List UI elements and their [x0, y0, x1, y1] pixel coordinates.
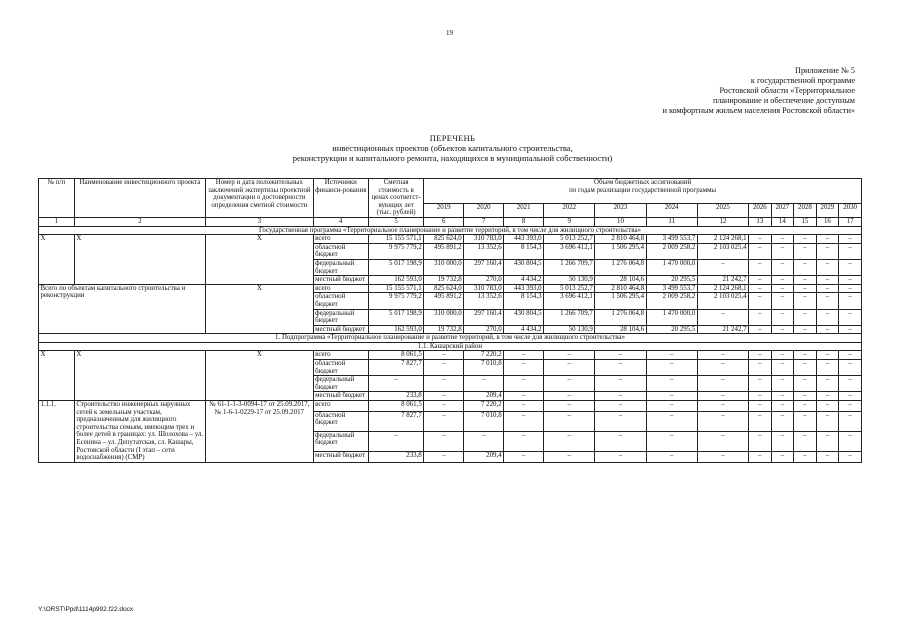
value-cell: –: [816, 243, 839, 259]
header-year: 2024: [646, 204, 697, 218]
project-name: Всего по объектам капитального строительства и реконструкции: [39, 284, 206, 334]
value-cell: –: [794, 376, 817, 392]
value-cell: –: [749, 276, 772, 285]
value-cell: 19 732,8: [424, 325, 464, 334]
value-cell: –: [839, 431, 862, 451]
value-cell: 825 624,0: [424, 235, 464, 244]
value-cell: –: [504, 351, 544, 360]
value-cell: 2 009 258,2: [646, 293, 697, 309]
header-volume: [424, 179, 862, 204]
funding-source: всего: [313, 284, 368, 293]
funding-source: всего: [313, 351, 368, 360]
value-cell: –: [816, 376, 839, 392]
value-cell: 1 276 064,8: [595, 259, 646, 275]
value-cell: –: [816, 401, 839, 412]
value-cell: 2 810 464,8: [595, 235, 646, 244]
value-cell: –: [771, 259, 794, 275]
header-no: № п/п: [39, 179, 75, 218]
value-cell: –: [749, 309, 772, 325]
value-cell: 1 266 709,7: [544, 259, 595, 275]
value-cell: 20 295,5: [646, 325, 697, 334]
funding-source: всего: [313, 401, 368, 412]
row-number: Х: [39, 351, 75, 401]
value-cell: 3 696 412,1: [544, 293, 595, 309]
value-cell: 7 010,8: [464, 411, 504, 431]
value-cell: –: [595, 452, 646, 463]
value-cell: –: [771, 376, 794, 392]
header-year: 2019: [424, 204, 464, 218]
value-cell: 209,4: [464, 392, 504, 401]
value-cell: –: [424, 411, 464, 431]
header-cost: Сметная стоимость в ценах соответст-вующих лет (тыс. рублей): [368, 179, 423, 218]
value-cell: 13 352,6: [464, 243, 504, 259]
value-cell: –: [749, 431, 772, 451]
value-cell: –: [646, 351, 697, 360]
value-cell: 1 470 000,0: [646, 309, 697, 325]
value-cell: –: [504, 431, 544, 451]
project-name: Строительство инженерных наружных сетей к земельным участкам, предназначенным для жилищного строительства семьям, имеющим трех и более детей в границах: ул. Шолохова – ул. Есенина – ул. Депутатская, сл. Кашары, Ростовской области (I этап – сети водоснабжения) (СМР): [74, 401, 205, 463]
value-cell: 1 266 709,7: [544, 309, 595, 325]
table-row: [39, 401, 862, 412]
value-cell: –: [771, 452, 794, 463]
value-cell: –: [544, 411, 595, 431]
district-row-text: 1.1. Кашарский район: [39, 342, 862, 351]
value-cell: 2 124 268,1: [697, 284, 748, 293]
value-cell: –: [646, 392, 697, 401]
value-cell: 495 891,2: [424, 243, 464, 259]
column-number: 9: [544, 217, 595, 226]
value-cell: –: [504, 392, 544, 401]
funding-source: федеральный бюджет: [313, 309, 368, 325]
funding-source: областной бюджет: [313, 411, 368, 431]
value-cell: –: [771, 392, 794, 401]
header-year: 2025: [697, 204, 748, 218]
value-cell: 21 242,7: [697, 325, 748, 334]
value-cell: –: [839, 293, 862, 309]
value-cell: 7 827,7: [368, 360, 423, 376]
expertise-ref: № 61-1-1-3-0094-17 от 25.09.2017, № 1-6-1-0229-17 от 25.09.2017: [206, 401, 314, 463]
value-cell: –: [816, 235, 839, 244]
value-cell: –: [839, 351, 862, 360]
value-cell: –: [504, 360, 544, 376]
value-cell: 9 975 779,2: [368, 243, 423, 259]
value-cell: –: [595, 376, 646, 392]
value-cell: –: [697, 401, 748, 412]
value-cell: –: [595, 392, 646, 401]
value-cell: –: [794, 284, 817, 293]
value-cell: –: [794, 392, 817, 401]
column-number: 1: [39, 217, 75, 226]
value-cell: 7 220,2: [464, 401, 504, 412]
value-cell: 4 434,2: [504, 276, 544, 285]
program-row-text: Государственная программа «Территориальное планирование и развитие территорий, в том числе для жилищного строительства»: [39, 226, 862, 235]
value-cell: 162 593,0: [368, 276, 423, 285]
value-cell: –: [839, 360, 862, 376]
column-number: 13: [749, 217, 772, 226]
row-number: 1.1.1.: [39, 401, 75, 463]
value-cell: –: [771, 351, 794, 360]
value-cell: –: [816, 325, 839, 334]
value-cell: –: [771, 284, 794, 293]
value-cell: –: [646, 452, 697, 463]
value-cell: 28 104,6: [595, 325, 646, 334]
value-cell: –: [839, 276, 862, 285]
value-cell: –: [816, 309, 839, 325]
header-year: 2021: [504, 204, 544, 218]
value-cell: –: [749, 376, 772, 392]
value-cell: 495 891,2: [424, 293, 464, 309]
value-cell: –: [816, 452, 839, 463]
appendix-line: Ростовской области «Территориальное: [719, 86, 855, 95]
expertise-ref: Х: [206, 351, 314, 401]
column-number: 11: [646, 217, 697, 226]
table-row: [39, 284, 862, 293]
value-cell: 310 783,0: [464, 235, 504, 244]
title-subline: реконструкции и капитального ремонта, находящихся в муниципальной собственности): [292, 153, 613, 163]
value-cell: 8 061,5: [368, 351, 423, 360]
funding-source: местный бюджет: [313, 392, 368, 401]
value-cell: –: [839, 309, 862, 325]
value-cell: –: [697, 259, 748, 275]
funding-source: местный бюджет: [313, 325, 368, 334]
value-cell: –: [771, 243, 794, 259]
value-cell: –: [544, 360, 595, 376]
value-cell: –: [646, 401, 697, 412]
list-title: [0, 133, 905, 163]
value-cell: –: [839, 392, 862, 401]
value-cell: –: [697, 360, 748, 376]
value-cell: –: [771, 401, 794, 412]
value-cell: 297 160,4: [464, 309, 504, 325]
value-cell: 310 000,0: [424, 309, 464, 325]
funding-source: федеральный бюджет: [313, 376, 368, 392]
value-cell: –: [794, 293, 817, 309]
value-cell: –: [646, 376, 697, 392]
header-year: 2030: [839, 204, 862, 218]
value-cell: –: [424, 376, 464, 392]
column-number: 2: [74, 217, 205, 226]
table-row: [39, 351, 862, 360]
value-cell: –: [749, 351, 772, 360]
header-year: 2022: [544, 204, 595, 218]
value-cell: –: [771, 325, 794, 334]
value-cell: –: [816, 431, 839, 451]
funding-source: всего: [313, 235, 368, 244]
value-cell: –: [794, 259, 817, 275]
value-cell: 20 295,5: [646, 276, 697, 285]
value-cell: –: [749, 392, 772, 401]
project-name: Х: [74, 351, 205, 401]
value-cell: –: [794, 431, 817, 451]
expertise-ref: Х: [206, 235, 314, 285]
value-cell: 8 154,3: [504, 293, 544, 309]
value-cell: 15 155 571,1: [368, 235, 423, 244]
header-volume-title: Объем бюджетных ассигнований: [594, 179, 692, 186]
value-cell: –: [794, 243, 817, 259]
value-cell: –: [424, 431, 464, 451]
value-cell: –: [544, 351, 595, 360]
page-number: 19: [446, 29, 453, 37]
value-cell: –: [749, 243, 772, 259]
value-cell: –: [749, 293, 772, 309]
value-cell: 297 160,4: [464, 259, 504, 275]
subprogram-row-text: 1. Подпрограмма «Территориальное планирование и развитие территорий, в том числе для жилищного строительства»: [39, 334, 862, 343]
value-cell: –: [595, 411, 646, 431]
value-cell: –: [816, 293, 839, 309]
project-name: Х: [74, 235, 205, 285]
value-cell: –: [544, 401, 595, 412]
header-row: [39, 179, 862, 204]
value-cell: –: [794, 401, 817, 412]
value-cell: –: [794, 276, 817, 285]
value-cell: –: [749, 452, 772, 463]
value-cell: –: [464, 376, 504, 392]
value-cell: 28 104,6: [595, 276, 646, 285]
value-cell: –: [794, 309, 817, 325]
appendix-block: [525, 66, 855, 116]
value-cell: 270,0: [464, 276, 504, 285]
value-cell: 209,4: [464, 452, 504, 463]
value-cell: –: [794, 235, 817, 244]
value-cell: 825 624,0: [424, 284, 464, 293]
value-cell: –: [544, 452, 595, 463]
value-cell: –: [816, 360, 839, 376]
value-cell: –: [794, 411, 817, 431]
value-cell: –: [697, 351, 748, 360]
value-cell: –: [816, 351, 839, 360]
value-cell: –: [697, 411, 748, 431]
value-cell: –: [794, 351, 817, 360]
footer-filepath: Y:\ORST\Ppd\1114p992.f22.docx: [38, 606, 134, 613]
value-cell: –: [749, 235, 772, 244]
column-number: 17: [839, 217, 862, 226]
value-cell: –: [595, 360, 646, 376]
value-cell: –: [646, 360, 697, 376]
title-heading: ПЕРЕЧЕНЬ: [429, 133, 476, 143]
value-cell: –: [839, 401, 862, 412]
value-cell: –: [424, 351, 464, 360]
value-cell: –: [595, 431, 646, 451]
value-cell: 15 155 571,1: [368, 284, 423, 293]
value-cell: –: [771, 411, 794, 431]
value-cell: –: [424, 360, 464, 376]
column-number: 16: [816, 217, 839, 226]
value-cell: –: [816, 392, 839, 401]
value-cell: –: [794, 452, 817, 463]
value-cell: 430 804,5: [504, 309, 544, 325]
value-cell: –: [504, 411, 544, 431]
value-cell: 50 130,9: [544, 276, 595, 285]
value-cell: –: [794, 325, 817, 334]
column-number: 3: [206, 217, 314, 226]
value-cell: –: [839, 235, 862, 244]
value-cell: 233,8: [368, 452, 423, 463]
value-cell: 8 154,3: [504, 243, 544, 259]
value-cell: –: [816, 411, 839, 431]
column-number: 12: [697, 217, 748, 226]
funding-source: областной бюджет: [313, 293, 368, 309]
appendix-line: планирование и обеспечение доступным: [712, 96, 855, 105]
column-number: 7: [464, 217, 504, 226]
value-cell: –: [839, 325, 862, 334]
value-cell: 50 130,9: [544, 325, 595, 334]
value-cell: –: [839, 259, 862, 275]
value-cell: 2 103 025,4: [697, 243, 748, 259]
row-number: Х: [39, 235, 75, 285]
column-number: 4: [313, 217, 368, 226]
value-cell: –: [816, 259, 839, 275]
column-number: 6: [424, 217, 464, 226]
header-year: 2020: [464, 204, 504, 218]
value-cell: 19 732,8: [424, 276, 464, 285]
value-cell: 1 276 064,8: [595, 309, 646, 325]
value-cell: –: [504, 401, 544, 412]
value-cell: –: [839, 376, 862, 392]
header-year: 2023: [595, 204, 646, 218]
header-numbers-row: [39, 217, 862, 226]
value-cell: 7 827,7: [368, 411, 423, 431]
value-cell: 310 783,0: [464, 284, 504, 293]
value-cell: 2 009 258,2: [646, 243, 697, 259]
header-year: 2029: [816, 204, 839, 218]
value-cell: 13 352,6: [464, 293, 504, 309]
value-cell: –: [749, 259, 772, 275]
column-number: 10: [595, 217, 646, 226]
value-cell: –: [595, 401, 646, 412]
column-number: 5: [368, 217, 423, 226]
value-cell: 5 013 252,7: [544, 284, 595, 293]
value-cell: 1 470 000,0: [646, 259, 697, 275]
value-cell: 21 242,7: [697, 276, 748, 285]
column-number: 8: [504, 217, 544, 226]
value-cell: –: [749, 401, 772, 412]
header-volume-subtitle: по годам реализации государственной программы: [569, 186, 717, 194]
header-name: Наименование инвестиционного проекта: [74, 179, 205, 218]
value-cell: 1 506 295,4: [595, 293, 646, 309]
value-cell: –: [771, 309, 794, 325]
appendix-line: и комфортным жильем населения Ростовской области»: [662, 106, 855, 115]
column-number: 15: [794, 217, 817, 226]
value-cell: 5 013 252,7: [544, 235, 595, 244]
value-cell: 5 017 198,9: [368, 259, 423, 275]
value-cell: –: [504, 452, 544, 463]
program-row: [39, 226, 862, 235]
value-cell: –: [368, 376, 423, 392]
value-cell: –: [424, 401, 464, 412]
value-cell: –: [771, 235, 794, 244]
header-expertise: Номер и дата положительных заключений экспертизы проектной документации о достоверности определения сметной стоимости: [206, 179, 314, 218]
investment-table: [38, 178, 862, 463]
appendix-line: Приложение № 5: [795, 66, 855, 75]
header-year: 2027: [771, 204, 794, 218]
value-cell: –: [816, 284, 839, 293]
value-cell: –: [771, 360, 794, 376]
value-cell: –: [749, 411, 772, 431]
value-cell: 233,8: [368, 392, 423, 401]
value-cell: –: [749, 360, 772, 376]
value-cell: –: [749, 325, 772, 334]
value-cell: –: [839, 411, 862, 431]
value-cell: 270,0: [464, 325, 504, 334]
value-cell: 2 810 464,8: [595, 284, 646, 293]
header-year: 2028: [794, 204, 817, 218]
value-cell: –: [771, 276, 794, 285]
value-cell: 7 010,8: [464, 360, 504, 376]
value-cell: –: [839, 284, 862, 293]
value-cell: –: [544, 392, 595, 401]
value-cell: –: [794, 360, 817, 376]
value-cell: –: [424, 452, 464, 463]
value-cell: –: [697, 431, 748, 451]
expertise-ref: Х: [206, 284, 314, 334]
funding-source: федеральный бюджет: [313, 259, 368, 275]
value-cell: 3 499 553,7: [646, 235, 697, 244]
funding-source: областной бюджет: [313, 243, 368, 259]
title-subline: инвестиционных проектов (объектов капитального строительства,: [332, 143, 573, 153]
appendix-line: к государственной программе: [750, 76, 855, 85]
value-cell: –: [424, 392, 464, 401]
value-cell: –: [544, 431, 595, 451]
value-cell: –: [771, 431, 794, 451]
value-cell: –: [697, 376, 748, 392]
value-cell: 2 124 268,1: [697, 235, 748, 244]
value-cell: 3 499 553,7: [646, 284, 697, 293]
value-cell: 443 393,0: [504, 284, 544, 293]
value-cell: 4 434,2: [504, 325, 544, 334]
value-cell: –: [749, 284, 772, 293]
value-cell: –: [646, 411, 697, 431]
header-year: 2026: [749, 204, 772, 218]
value-cell: 2 103 025,4: [697, 293, 748, 309]
value-cell: –: [646, 431, 697, 451]
table-row: [39, 235, 862, 244]
value-cell: –: [771, 293, 794, 309]
value-cell: 8 061,5: [368, 401, 423, 412]
funding-source: областной бюджет: [313, 360, 368, 376]
funding-source: местный бюджет: [313, 276, 368, 285]
value-cell: –: [839, 452, 862, 463]
funding-source: местный бюджет: [313, 452, 368, 463]
value-cell: –: [544, 376, 595, 392]
value-cell: –: [839, 243, 862, 259]
value-cell: 162 593,0: [368, 325, 423, 334]
funding-source: федеральный бюджет: [313, 431, 368, 451]
value-cell: 310 000,0: [424, 259, 464, 275]
value-cell: –: [697, 392, 748, 401]
column-number: 14: [771, 217, 794, 226]
value-cell: –: [368, 431, 423, 451]
value-cell: 7 220,2: [464, 351, 504, 360]
value-cell: 430 804,5: [504, 259, 544, 275]
value-cell: 3 696 412,1: [544, 243, 595, 259]
value-cell: –: [697, 309, 748, 325]
header-source: Источники финанси-рования: [313, 179, 368, 218]
value-cell: –: [697, 452, 748, 463]
value-cell: 9 975 779,2: [368, 293, 423, 309]
value-cell: 443 393,0: [504, 235, 544, 244]
value-cell: –: [464, 431, 504, 451]
value-cell: 5 017 198,9: [368, 309, 423, 325]
subprogram-row: [39, 334, 862, 343]
value-cell: 1 506 295,4: [595, 243, 646, 259]
value-cell: –: [816, 276, 839, 285]
value-cell: –: [595, 351, 646, 360]
value-cell: –: [504, 376, 544, 392]
district-row: [39, 342, 862, 351]
